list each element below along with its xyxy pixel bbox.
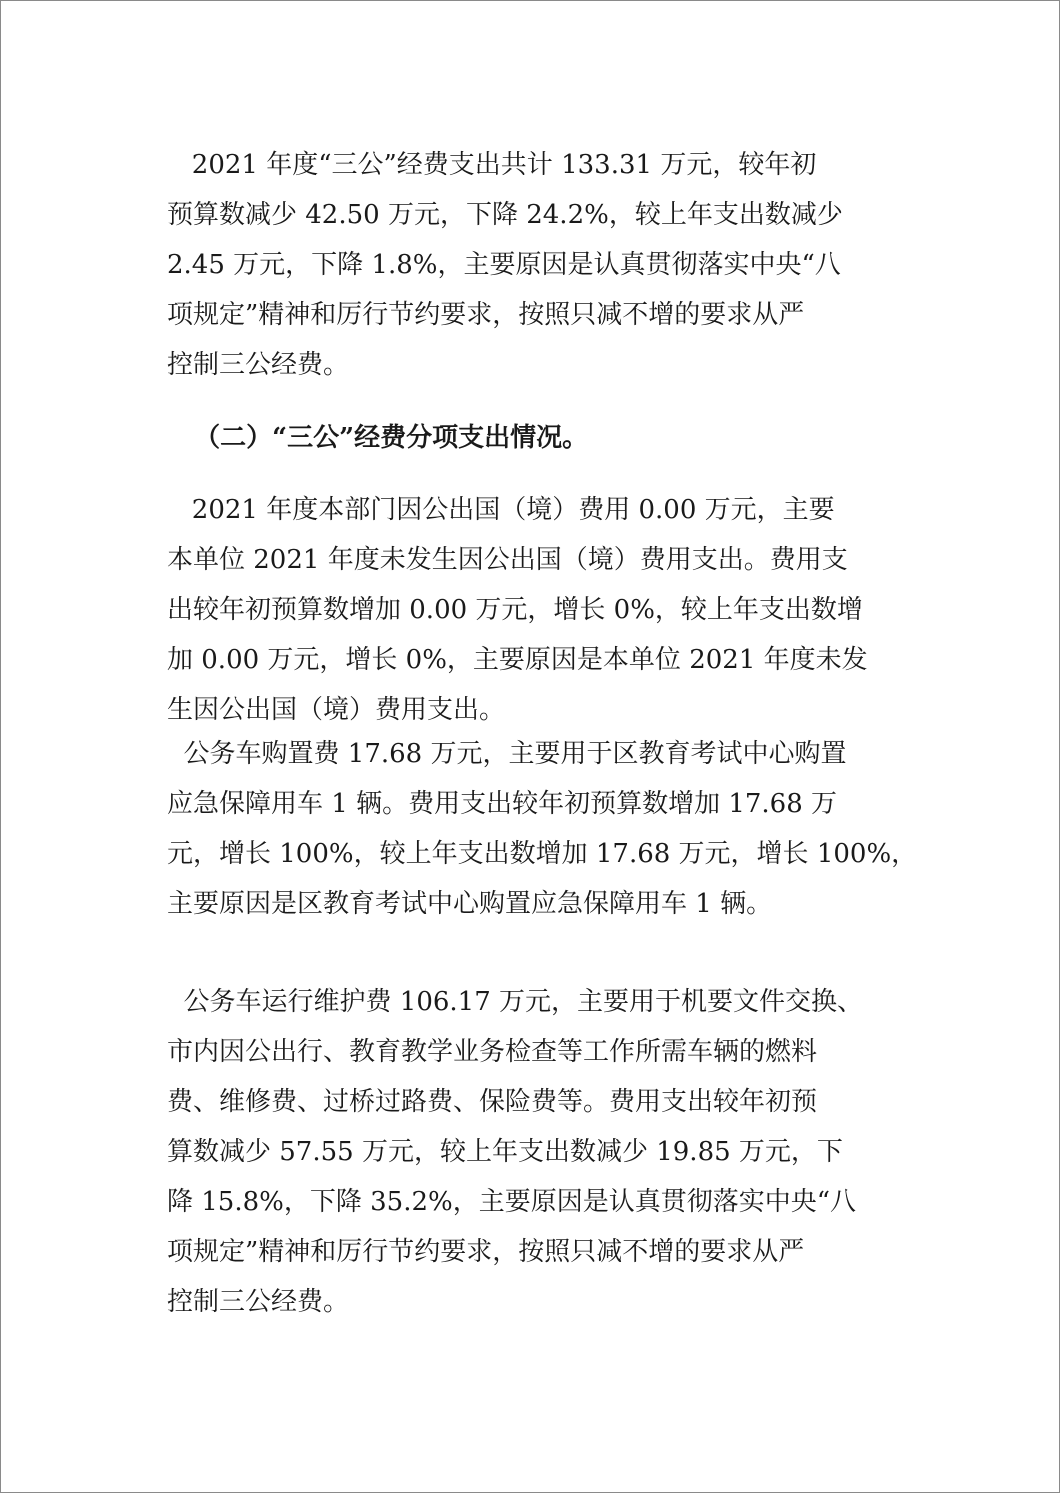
text-line: 费、维修费、过桥过路费、保险费等。费用支出较年初预 [167, 1087, 818, 1117]
text-line: 公务车购置费 17.68 万元，主要用于区教育考试中心购置 [167, 739, 847, 769]
text-line: 2021 年度“三公”经费支出共计 133.31 万元，较年初 [167, 150, 817, 180]
text-line: 主要原因是区教育考试中心购置应急保障用车 1 辆。 [167, 889, 773, 919]
text-line: 算数减少 57.55 万元，较上年支出数减少 19.85 万元，下 [167, 1137, 843, 1167]
text-line: 出较年初预算数增加 0.00 万元，增长 0%，较上年支出数增 [167, 595, 863, 625]
text-line: 加 0.00 万元，增长 0%，主要原因是本单位 2021 年度未发 [167, 645, 868, 675]
section-heading [167, 413, 927, 463]
paragraph-vehicle-maintenance [167, 977, 927, 1327]
text-line: 市内因公出行、教育教学业务检查等工作所需车辆的燃料 [167, 1037, 818, 1067]
text-line: 控制三公经费。 [167, 350, 350, 380]
text-line: 公务车运行维护费 106.17 万元，主要用于机要文件交换、 [167, 987, 864, 1017]
text-line: 控制三公经费。 [167, 1287, 350, 1317]
text-line: 2021 年度本部门因公出国（境）费用 0.00 万元，主要 [167, 495, 835, 525]
text-line: 生因公出国（境）费用支出。 [167, 695, 506, 725]
text-line: 项规定”精神和厉行节约要求，按照只减不增的要求从严 [167, 300, 805, 330]
text-line: 本单位 2021 年度未发生因公出国（境）费用支出。费用支 [167, 545, 848, 575]
heading-line: （二）“三公”经费分项支出情况。 [167, 423, 589, 453]
text-line: 2.45 万元，下降 1.8%，主要原因是认真贯彻落实中央“八 [167, 250, 841, 280]
paragraph-total-expenditure [167, 140, 927, 390]
paragraph-vehicle-purchase [167, 729, 927, 929]
text-line: 降 15.8%，下降 35.2%，主要原因是认真贯彻落实中央“八 [167, 1187, 857, 1217]
text-line: 项规定”精神和厉行节约要求，按照只减不增的要求从严 [167, 1237, 805, 1267]
text-line: 应急保障用车 1 辆。费用支出较年初预算数增加 17.68 万 [167, 789, 838, 819]
text-line: 预算数减少 42.50 万元，下降 24.2%，较上年支出数减少 [167, 200, 843, 230]
paragraph-overseas-travel [167, 485, 927, 735]
text-line: 元，增长 100%，较上年支出数增加 17.68 万元，增长 100%， [167, 839, 918, 869]
